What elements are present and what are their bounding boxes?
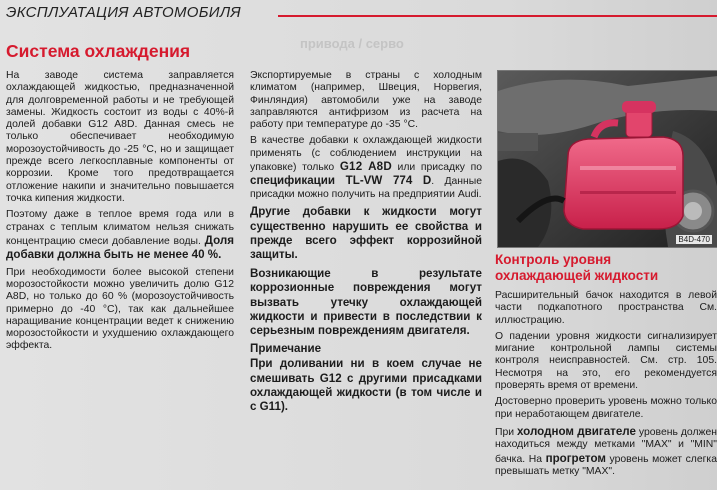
col3-paragraph-2: О падении уровня жидкости сигнализирует мигание контрольной лампы системы контроля неисправностей. См. стр. 105. Несмотря на это, его рекомендуется проверять время от времени. bbox=[495, 330, 717, 392]
bleed-through-text: привода / серво bbox=[300, 36, 404, 51]
note-text: При доливании ни в коем случае не смешивать G12 с другими присадками охлаждающей жидкости (в том числе и с G11). bbox=[250, 357, 482, 414]
col2-p2-text-b: или присадку по bbox=[391, 162, 482, 174]
col3-paragraph-3: Достоверно проверить уровень можно только при неработающем двигателе. bbox=[495, 396, 717, 420]
col3-paragraph-4 bbox=[495, 425, 717, 478]
photo-reference-code: B4D-470 bbox=[678, 235, 710, 244]
col1-paragraph-2 bbox=[6, 209, 234, 262]
cold-engine-emphasis: холодном двигателе bbox=[517, 424, 636, 438]
additive-code: G12 A8D bbox=[339, 160, 392, 174]
engine-bay-photo bbox=[497, 70, 717, 248]
col3-p4-text-c: уровень должен находиться между метками "MAX" и "MIN" бачка. На bbox=[495, 426, 717, 465]
page-header bbox=[0, 4, 717, 26]
col1-p2-emphasis: Доля добавки должна быть не менее 40 %. bbox=[6, 233, 234, 262]
col3-p4-text-d: уровень может слегка превышать метку "MAX". bbox=[495, 453, 717, 478]
coolant-reservoir-illustration bbox=[498, 71, 717, 247]
header-rule bbox=[278, 15, 717, 17]
col3-p4-text-a: При bbox=[495, 426, 518, 438]
col1-paragraph-1: На заводе система заправляется охлаждающей жидкостью, предназначенной для долговременной работы и не требующей замены. Жидкость состоит из воды с 40%-й долей добавки G12 A8D. Данная смесь не только обеспечивает необходимую морозоустойчивость до -25 °С, но и защищает прежде всего легкосплавные компоненты от коррозии. Кроме того предотвращается отложение накипи и значительно повышается точка кипения жидкости. bbox=[6, 70, 234, 204]
subsection-title: Контроль уровня охлаждающей жидкости bbox=[495, 252, 659, 283]
col3-paragraph-1: Расширительный бачок находится в левой части подкапотного пространства См. иллюстрацию. bbox=[495, 290, 717, 326]
col2-warning-2: Возникающие в результате коррозионные повреждения могут вызвать утечку охлаждающей жидкости и привести в последствии к серьезным повреждениям двигателя. bbox=[250, 266, 482, 338]
section-title: Система охлаждения bbox=[6, 41, 191, 61]
col2-paragraph-2 bbox=[250, 135, 482, 201]
specification-code: спецификации TL-VW 774 D bbox=[250, 174, 432, 188]
warm-engine-emphasis: прогретом bbox=[545, 451, 606, 465]
col2-warning-1: Другие добавки к жидкости могут существенно нарушить ее свойства и прежде всего эффект коррозийной защиты. bbox=[250, 205, 482, 262]
col1-paragraph-3: При необходимости более высокой степени морозостойкости можно увеличить долю G12 A8D, но только до 60 % (морозоустойчивость примерно до -40 °С), так как дальнейшее наращивание концентрации ведет к снижению морозостойкости и ухудшению охлаждающего эффекта. bbox=[6, 266, 234, 352]
col2-p2-text-c: . Данные присадки можно получить на предприятии Audi. bbox=[250, 176, 482, 200]
column-2 bbox=[250, 70, 482, 419]
column-3 bbox=[495, 290, 717, 482]
column-1 bbox=[6, 70, 234, 357]
note-title: Примечание bbox=[250, 341, 322, 355]
col2-paragraph-1: Экспортируемые в страны с холодным климатом (например, Швеция, Норвегия, Финляндия) автомобили уже на заводе заправляются антифризом из расчета на работу при температуре до -35 °С. bbox=[250, 70, 482, 131]
header-title: ЭКСПЛУАТАЦИЯ АВТОМОБИЛЯ bbox=[6, 4, 241, 21]
col1-p2-text: Поэтому даже в теплое время года или в странах с теплым климатом нельзя снижать концентрацию смеси добавление воды. bbox=[6, 209, 234, 247]
col2-p2-text-a: В качестве добавки к охлаждающей жидкости применять (с соблюдением инструкции на упаковке) только bbox=[250, 135, 482, 174]
